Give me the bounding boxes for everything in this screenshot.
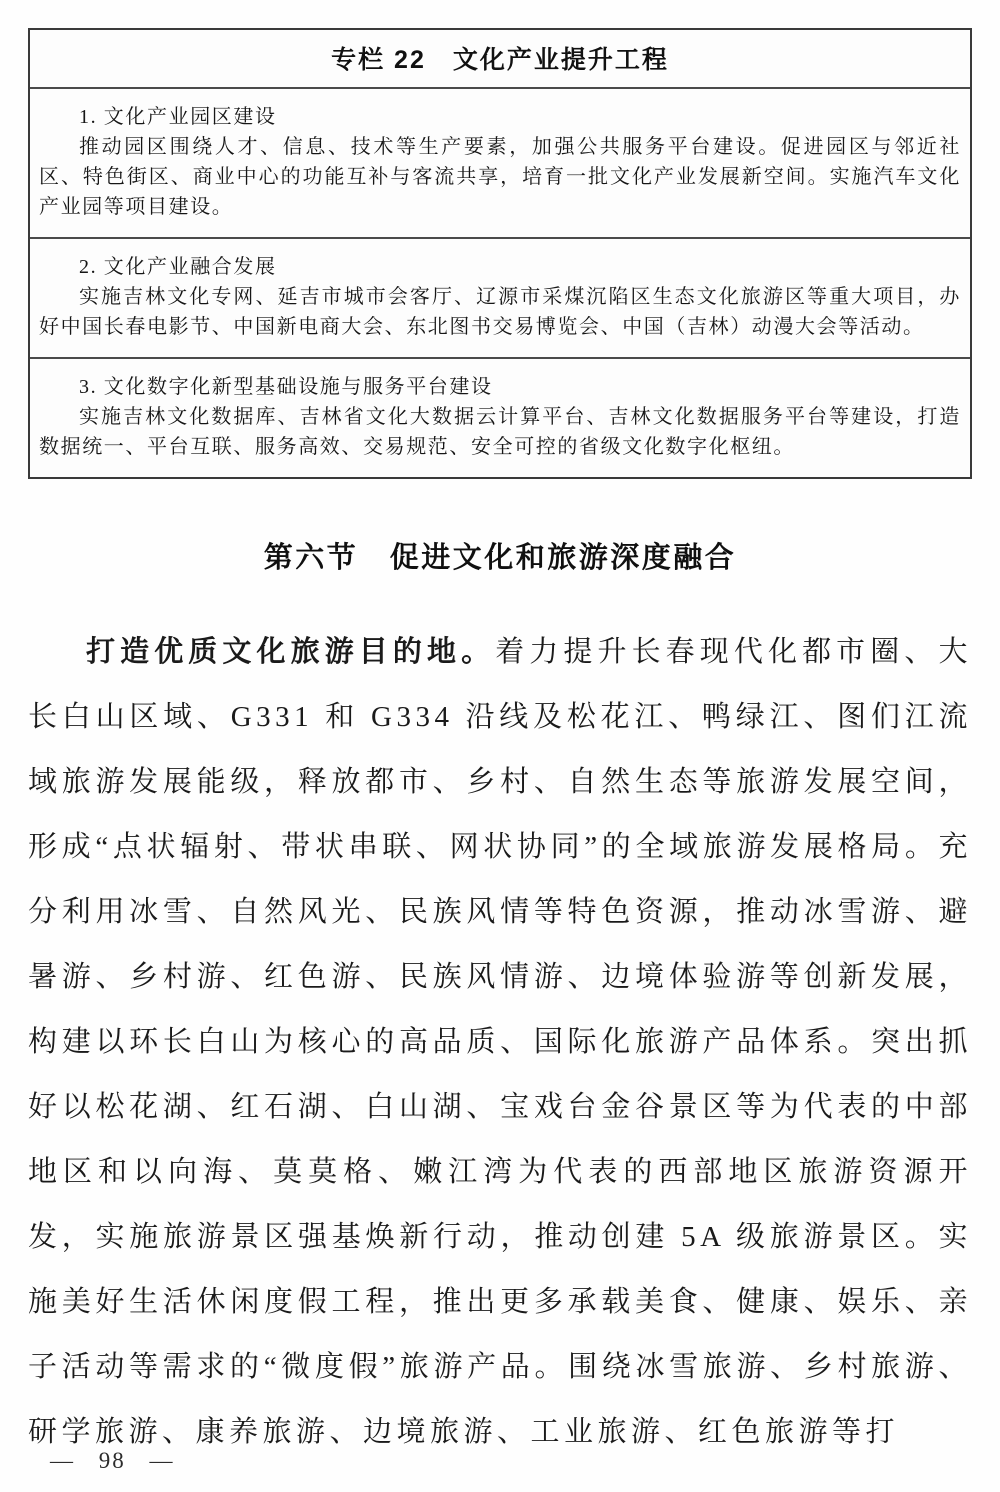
section-heading: 第六节 促进文化和旅游深度融合: [263, 542, 737, 574]
panel-section-3-heading: 3. 文化数字化新型基础设施与服务平台建设: [79, 376, 493, 398]
panel-section-1-body: 推动园区围绕人才、信息、技术等生产要素，加强公共服务平台建设。促进园区与邻近社区、特色街区、商业中心的功能互补与客流共享，培育一批文化产业发展新空间。实施汽车文化产业园等项目建设。: [39, 136, 961, 218]
panel-section-2-heading: 2. 文化产业融合发展: [79, 256, 277, 278]
paragraph-lead: 打造优质文化旅游目的地。: [86, 636, 496, 668]
panel-section-2: [30, 237, 970, 357]
panel-section-3-body: 实施吉林文化数据库、吉林省文化大数据云计算平台、吉林文化数据服务平台等建设，打造数据统一、平台互联、服务高效、交易规范、安全可控的省级文化数字化枢纽。: [39, 406, 961, 458]
panel-section-2-body: 实施吉林文化专网、延吉市城市会客厅、辽源市采煤沉陷区生态文化旅游区等重大项目，办好中国长春电影节、中国新电商大会、东北图书交易博览会、中国（吉林）动漫大会等活动。: [39, 286, 961, 338]
special-column-box: [28, 28, 972, 479]
panel-section-3: [30, 357, 970, 477]
page-number: — 98 —: [50, 1448, 175, 1473]
main-paragraph: [28, 620, 972, 1465]
panel-section-1: [30, 87, 970, 237]
panel-section-1-heading: 1. 文化产业园区建设: [79, 106, 277, 128]
special-column-title: 专栏 22 文化产业提升工程: [331, 46, 669, 74]
paragraph-text: 着力提升长春现代化都市圈、大长白山区域、G331 和 G334 沿线及松花江、鸭绿江、图们江流域旅游发展能级，释放都市、乡村、自然生态等旅游发展空间，形成“点状辐射、带状串联、网状协同”的全域旅游发展格局。充分利用冰雪、自然风光、民族风情等特色资源，推动冰雪游、避暑游、乡村游、红色游、民族风情游、边境体验游等创新发展，构建以环长白山为核心的高品质、国际化旅游产品体系。突出抓好以松花湖、红石湖、白山湖、宝戏台金谷景区等为代表的中部地区和以向海、莫莫格、嫩江湾为代表的西部地区旅游资源开发，实施旅游景区强基焕新行动，推动创建 5A 级旅游景区。实施美好生活休闲度假工程，推出更多承载美食、健康、娱乐、亲子活动等需求的“微度假”旅游产品。围绕冰雪旅游、乡村旅游、研学旅游、康养旅游、边境旅游、工业旅游、红色旅游等打: [28, 636, 972, 1448]
